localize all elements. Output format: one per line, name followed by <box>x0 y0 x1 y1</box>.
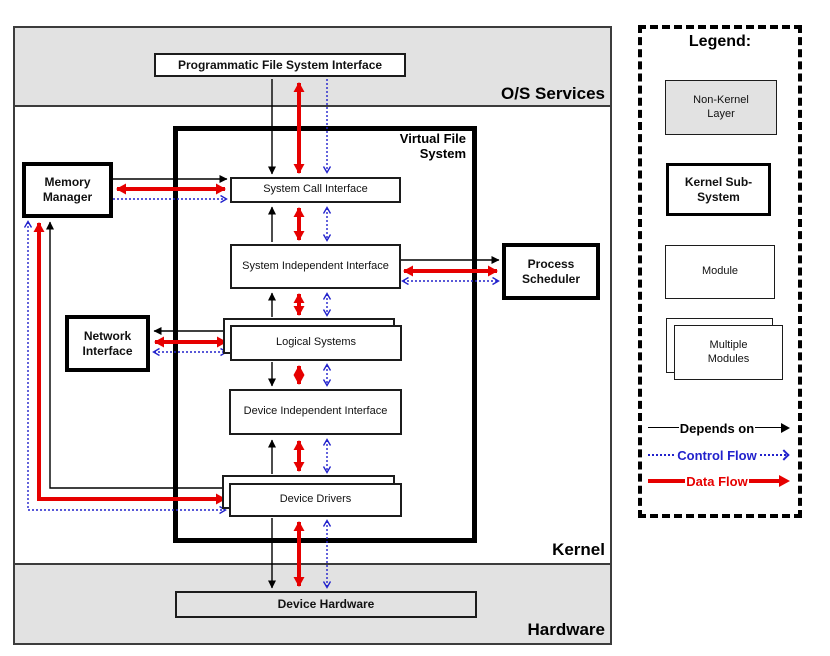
legend-non-kernel-layer-label: Non-Kernel Layer <box>693 93 749 120</box>
sci-sii-arrows <box>272 207 327 242</box>
process-scheduler-box <box>502 243 600 300</box>
virtual-file-system-label: Virtual File System <box>399 131 466 161</box>
system-call-interface-label: System Call Interface <box>263 183 368 196</box>
device-independent-interface-label: Device Independent Interface <box>243 405 388 418</box>
device-drivers-box <box>229 483 402 517</box>
device-drivers-label: Device Drivers <box>279 493 352 506</box>
data-flow-label: Data Flow <box>686 474 748 489</box>
drivers-hardware-arrows <box>272 518 327 588</box>
network-interface-box <box>65 315 150 372</box>
sii-logical-arrows <box>272 293 327 317</box>
legend-module-label: Module <box>701 265 739 278</box>
legend-multiple-modules-label: Multiple Modules <box>707 338 750 365</box>
logical-systems-box <box>230 325 402 361</box>
pfsi-sci-arrows <box>272 79 327 174</box>
legend-kernel-subsystem-label: Kernel Sub-System <box>684 174 753 204</box>
device-independent-interface-box <box>229 389 402 435</box>
control-flow-label: Control Flow <box>677 448 757 463</box>
logical-dii-arrows <box>272 362 327 386</box>
programmatic-fs-interface-box <box>154 53 406 77</box>
system-independent-interface-label: System Independent Interface <box>242 259 389 272</box>
legend-multiple-modules-box <box>674 325 783 380</box>
dii-drivers-arrows <box>272 440 327 474</box>
sii-scheduler-arrows <box>401 260 499 281</box>
programmatic-fs-interface-label: Programmatic File System Interface <box>177 57 383 72</box>
memory-manager-box <box>22 162 113 218</box>
os-services-label: O/S Services <box>501 84 605 103</box>
device-hardware-box <box>175 591 477 618</box>
kernel-label: Kernel <box>552 540 605 559</box>
depends-on-label: Depends on <box>679 421 755 436</box>
memory-manager-label: Memory Manager <box>42 175 93 204</box>
memory-sci-arrows <box>113 179 227 199</box>
network-interface-label: Network Interface <box>82 328 133 358</box>
logical-systems-label: Logical Systems <box>275 336 357 349</box>
process-scheduler-label: Process Scheduler <box>521 256 581 286</box>
legend-title: Legend: <box>688 33 752 50</box>
device-hardware-label: Device Hardware <box>277 597 375 611</box>
system-call-interface-box <box>230 177 401 203</box>
logical-network-arrows <box>154 331 230 352</box>
hardware-label: Hardware <box>527 620 605 639</box>
system-independent-interface-box <box>230 244 401 289</box>
